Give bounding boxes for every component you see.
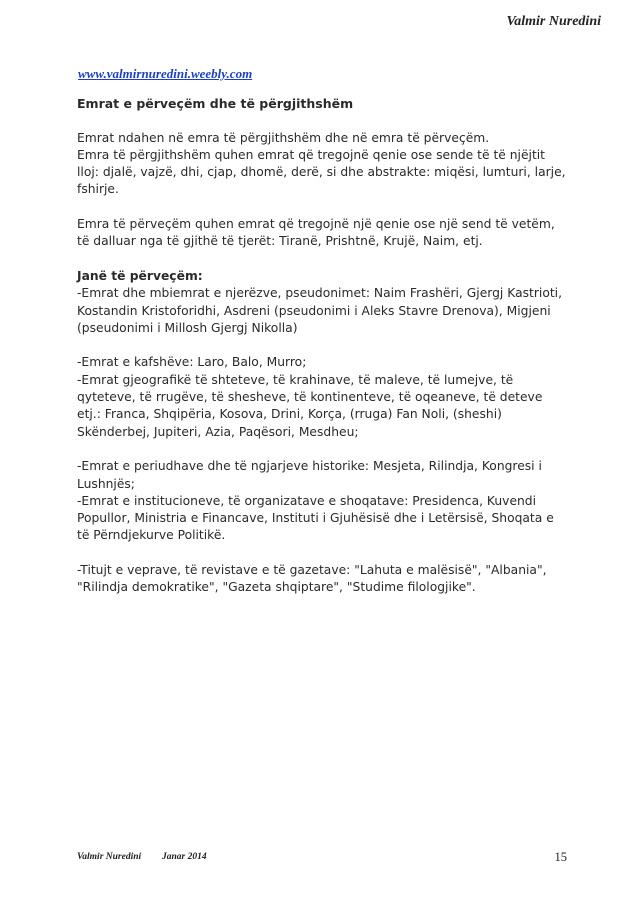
paragraph-line: Emra të përgjithshëm quhen emrat që tregojnë qenie ose sende të të njëjtit lloj: djalë, vajzë, dhi, cjap, dhomë, derë, si dhe abstrakte: miqësi, lumturi, larje, fshirje.	[77, 147, 566, 197]
footer-author: Valmir Nuredini	[77, 852, 142, 862]
paragraph-line: -Emrat gjeografikë të shteteve, të krahinave, të maleve, të lumejve, të qyteteve, të rrugëve, të shesheve, të kontinenteve, të oqeaneve, të deteve etj.: Franca, Shqipëria, Kosova, Drini, Korça, (rruga) Fan Noli, (sheshi) Skënderbej, Jupiteri, Azia, Paqësori, Mesdheu;	[77, 372, 543, 439]
paragraph-line: -Emrat dhe mbiemrat e njerëzve, pseudonimet: Naim Frashëri, Gjergj Kastrioti, Kostandin Kristoforidhi, Asdreni (pseudonimi i Aleks Stavre Drenova), Migjeni (pseudonimi i Millosh Gjergj Nikolla)	[77, 286, 562, 335]
page-number: 15	[554, 850, 567, 864]
paragraph-proper-nouns-definition	[77, 216, 567, 251]
paragraph-history-institutions	[77, 458, 567, 544]
document-body	[77, 95, 567, 614]
paragraph-line: Emrat ndahen në emra të përgjithshëm dhe në emra të përveçëm.	[77, 130, 490, 145]
document-title: Emrat e përveçëm dhe të përgjithshëm	[77, 96, 354, 111]
header-author: Valmir Nuredini	[506, 14, 601, 29]
paragraph-intro	[77, 130, 567, 199]
paragraph-line: -Emrat e kafshëve: Laro, Balo, Murro;	[77, 355, 307, 370]
website-link[interactable]: www.valmirnuredini.weebly.com	[78, 66, 253, 81]
page-footer	[77, 852, 567, 866]
section-heading: Janë të përveçëm:	[77, 268, 203, 283]
paragraph-titles	[77, 562, 567, 597]
paragraph-line: -Emrat e institucioneve, të organizatave e shoqatave: Presidenca, Kuvendi Popullor, Ministria e Financave, Instituti i Gjuhësisë dhe i Letërsisë, Shoqata e të Përndjekurve Politikë.	[77, 493, 554, 543]
paragraph-line: -Titujt e veprave, të revistave e të gazetave: "Lahuta e malësisë", "Albania", "Rilindja demokratike", "Gazeta shqiptare", "Studime filologjike".	[77, 563, 547, 595]
paragraph-proper-nouns-list	[77, 268, 567, 337]
paragraph-animals-geography	[77, 354, 567, 440]
footer-date: Janar 2014	[162, 852, 207, 862]
paragraph-line: -Emrat e periudhave dhe të ngjarjeve historike: Mesjeta, Rilindja, Kongresi i Lushnjës;	[77, 459, 542, 491]
paragraph-line: Emra të përveçëm quhen emrat që tregojnë një qenie ose një send të vetëm, të dalluar nga të gjithë të tjerët: Tiranë, Prishtnë, Krujë, Naim, etj.	[77, 217, 555, 249]
